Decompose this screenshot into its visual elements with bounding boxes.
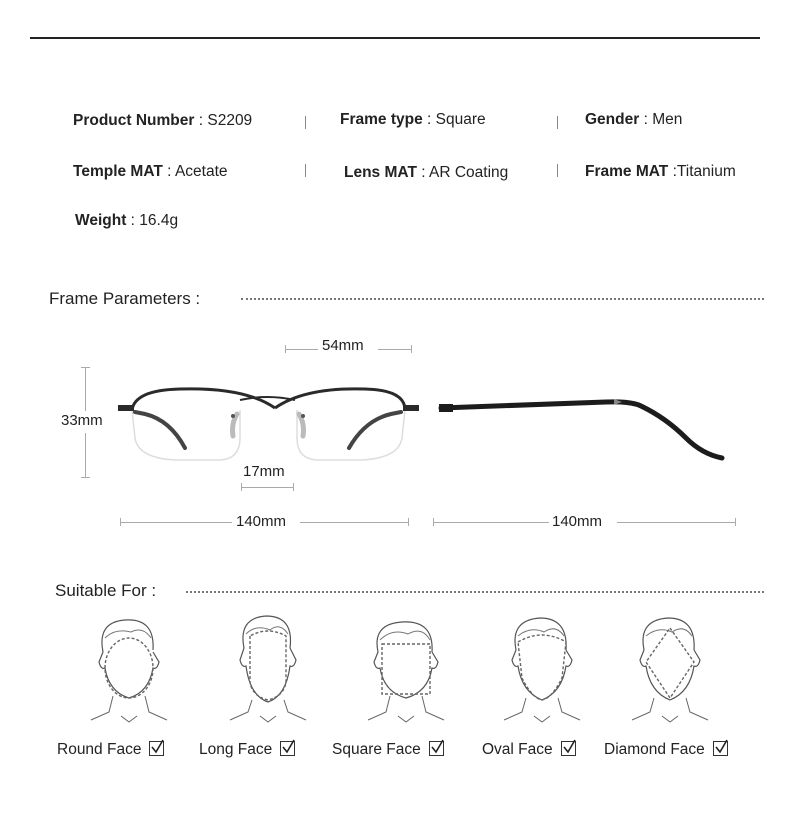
spec-frame-type: Frame type : Square bbox=[340, 111, 486, 128]
face-option-square: Square Face bbox=[332, 741, 444, 759]
dim-line bbox=[120, 522, 232, 523]
face-option-long: Long Face bbox=[199, 741, 295, 759]
checkmark-icon bbox=[561, 741, 576, 756]
checkmark-icon bbox=[713, 741, 728, 756]
checkmark-icon bbox=[429, 741, 444, 756]
temple-length-label: 140mm bbox=[552, 513, 603, 530]
bridge-label: 17mm bbox=[243, 463, 285, 480]
spec-weight: Weight : 16.4g bbox=[75, 212, 179, 229]
face-option-round: Round Face bbox=[57, 741, 164, 759]
dim-line bbox=[85, 367, 86, 411]
oval-face-icon bbox=[498, 612, 584, 724]
dim-line bbox=[285, 349, 318, 350]
dim-tick bbox=[81, 367, 90, 368]
dim-line bbox=[300, 522, 408, 523]
lens-width-label: 54mm bbox=[322, 337, 364, 354]
lens-height-label: 33mm bbox=[61, 412, 103, 429]
round-face-icon bbox=[85, 612, 171, 724]
spec-temple-mat: Temple MAT : Acetate bbox=[73, 163, 228, 180]
checkmark-icon bbox=[280, 741, 295, 756]
frame-parameters-heading: Frame Parameters : bbox=[49, 289, 201, 308]
dim-line bbox=[617, 522, 735, 523]
dim-line bbox=[85, 433, 86, 478]
dim-line bbox=[378, 349, 412, 350]
diamond-face-icon bbox=[626, 612, 712, 724]
dim-tick bbox=[285, 345, 286, 353]
dim-tick bbox=[293, 483, 294, 491]
heading-dotted-rule bbox=[241, 298, 764, 300]
spec-frame-mat: Frame MAT :Titanium bbox=[585, 163, 736, 180]
face-option-diamond: Diamond Face bbox=[604, 741, 728, 759]
dim-tick bbox=[241, 483, 242, 491]
spec-separator bbox=[305, 164, 306, 177]
dim-tick bbox=[408, 518, 409, 526]
dim-tick bbox=[81, 477, 90, 478]
dim-tick bbox=[411, 345, 412, 353]
spec-gender: Gender : Men bbox=[585, 111, 683, 128]
dim-line bbox=[433, 522, 549, 523]
top-divider bbox=[30, 37, 760, 39]
dim-tick bbox=[735, 518, 736, 526]
suitable-for-heading: Suitable For : bbox=[55, 581, 157, 600]
frame-width-label: 140mm bbox=[236, 513, 287, 530]
face-option-oval: Oval Face bbox=[482, 741, 576, 759]
square-face-icon bbox=[362, 612, 448, 724]
spec-lens-mat: Lens MAT : AR Coating bbox=[344, 164, 509, 181]
spec-separator bbox=[557, 164, 558, 177]
glasses-front-view bbox=[115, 380, 420, 470]
long-face-icon bbox=[224, 612, 310, 724]
checkmark-icon bbox=[149, 741, 164, 756]
dim-line bbox=[241, 487, 293, 488]
spec-product-number: Product Number : S2209 bbox=[73, 112, 253, 129]
spec-separator bbox=[305, 116, 306, 129]
spec-separator bbox=[557, 116, 558, 129]
heading-dotted-rule bbox=[186, 591, 764, 593]
glasses-side-view bbox=[436, 390, 736, 470]
